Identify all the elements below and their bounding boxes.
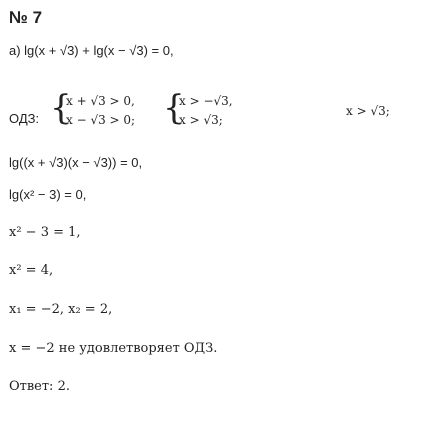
equation-a: a) lg(x + √3) + lg(x − √3) = 0, <box>9 43 174 58</box>
problem-number: № 7 <box>9 8 43 27</box>
step-2: lg(x² − 3) = 0, <box>9 187 87 202</box>
note-text: x = −2 не удовлетворяет ОДЗ. <box>9 341 218 356</box>
answer-text: Ответ: 2. <box>9 379 70 394</box>
system2-line-1: x > −√3, <box>179 94 233 108</box>
step-5: x₁ = −2, x₂ = 2, <box>9 302 113 317</box>
step-1: lg((x + √3)(x − √3)) = 0, <box>9 155 143 170</box>
odz-label: ОДЗ: <box>9 111 40 126</box>
step-4: x² = 4, <box>9 263 54 278</box>
odz-result: x > √3; <box>346 104 390 118</box>
system1-line-1: x + √3 > 0, <box>66 94 135 108</box>
step-3: x² − 3 = 1, <box>9 225 81 240</box>
system1-line-2: x − √3 > 0; <box>66 113 136 127</box>
system1-brace-icon: { <box>50 88 72 128</box>
system2-line-2: x > √3; <box>179 113 223 127</box>
system2-brace-icon: { <box>163 88 185 128</box>
